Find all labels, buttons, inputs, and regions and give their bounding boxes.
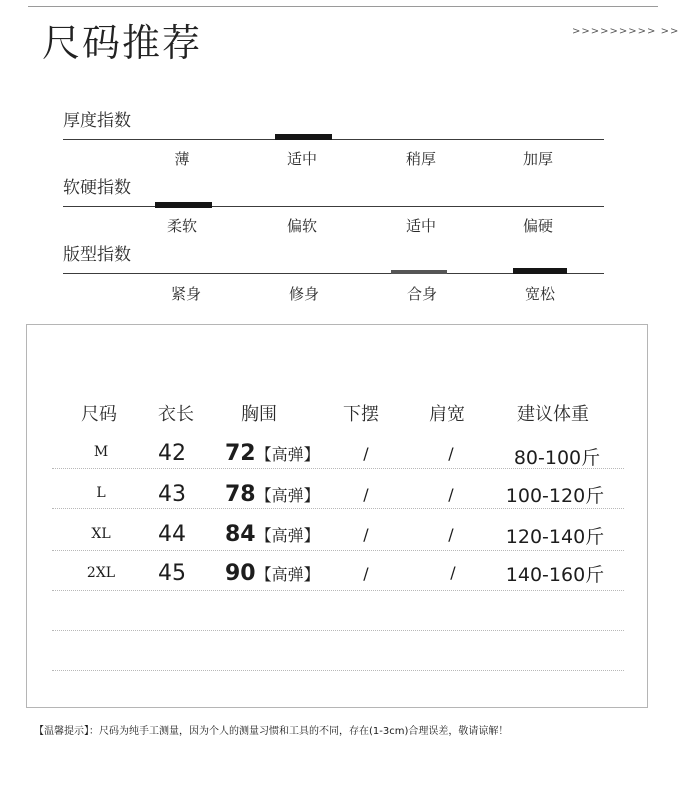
row-chest-value: 84 (225, 522, 256, 547)
header-shoulder: 肩宽 (429, 404, 465, 425)
softness-selected-marker (155, 202, 212, 208)
row-shoulder: / (448, 485, 454, 504)
row-divider (52, 630, 624, 631)
row-shoulder: / (450, 563, 456, 582)
softness-option: 偏硬 (522, 217, 553, 235)
row-hem: / (363, 485, 369, 504)
row-size: L (96, 485, 106, 501)
row-shoulder: / (448, 444, 454, 463)
row-chest (225, 522, 320, 547)
fit-selected-marker (513, 268, 567, 274)
thickness-option: 薄 (174, 150, 190, 168)
row-length: 45 (158, 561, 186, 586)
row-size: M (93, 444, 109, 460)
measurement-note: 【温馨提示】：尺码为纯手工测量，因为个人的测量习惯和工具的不同，存在(1-3cm)合理误差，敬请谅解！ (34, 726, 509, 737)
row-weight: 80-100斤 (513, 447, 601, 469)
row-length: 42 (158, 441, 186, 466)
row-chest-value: 78 (225, 482, 256, 507)
row-chest-value: 72 (225, 441, 256, 466)
softness-option: 柔软 (166, 217, 197, 235)
header-hem: 下摆 (343, 404, 379, 425)
row-chest (225, 561, 320, 586)
header-chest: 胸围 (241, 404, 277, 425)
row-hem: / (363, 564, 369, 583)
header-weight: 建议体重 (517, 404, 589, 425)
size-table (26, 324, 648, 708)
softness-scale-line (63, 206, 604, 207)
thickness-index-label: 厚度指数 (63, 111, 131, 131)
row-divider (52, 670, 624, 671)
top-divider (28, 6, 658, 7)
thickness-option: 稍厚 (405, 150, 436, 168)
stretch-tag: 【高弹】 (255, 486, 320, 505)
softness-option: 适中 (405, 217, 436, 235)
arrow-decoration: >>>>>>>>> >> (572, 26, 680, 37)
stretch-tag: 【高弹】 (255, 565, 320, 584)
header-size: 尺码 (81, 404, 117, 425)
thickness-selected-marker (275, 134, 332, 140)
row-size: XL (91, 526, 111, 542)
row-weight: 120-140斤 (505, 526, 605, 548)
fit-option: 紧身 (170, 285, 201, 303)
fit-faint-marker (391, 270, 447, 274)
row-chest-value: 90 (225, 561, 256, 586)
fit-option: 修身 (288, 285, 319, 303)
row-weight: 100-120斤 (505, 485, 605, 507)
row-shoulder: / (448, 525, 454, 544)
stretch-tag: 【高弹】 (255, 445, 320, 464)
thickness-scale-line (63, 139, 604, 140)
softness-index-label: 软硬指数 (63, 178, 131, 198)
row-hem: / (363, 444, 369, 463)
row-divider (52, 550, 624, 551)
row-weight: 140-160斤 (505, 564, 605, 586)
page-title: 尺码推荐 (42, 21, 203, 65)
row-length: 43 (158, 482, 186, 507)
row-length: 44 (158, 522, 186, 547)
stretch-tag: 【高弹】 (255, 526, 320, 545)
row-chest (225, 482, 320, 507)
row-divider (52, 590, 624, 591)
fit-option: 宽松 (524, 285, 555, 303)
thickness-option: 加厚 (522, 150, 553, 168)
row-chest (225, 441, 320, 466)
fit-index-label: 版型指数 (63, 245, 131, 265)
row-size: 2XL (86, 565, 116, 581)
row-divider (52, 508, 624, 509)
softness-option: 偏软 (286, 217, 317, 235)
row-hem: / (363, 525, 369, 544)
header-length: 衣长 (158, 404, 194, 425)
thickness-option: 适中 (286, 150, 317, 168)
fit-option: 合身 (406, 285, 437, 303)
